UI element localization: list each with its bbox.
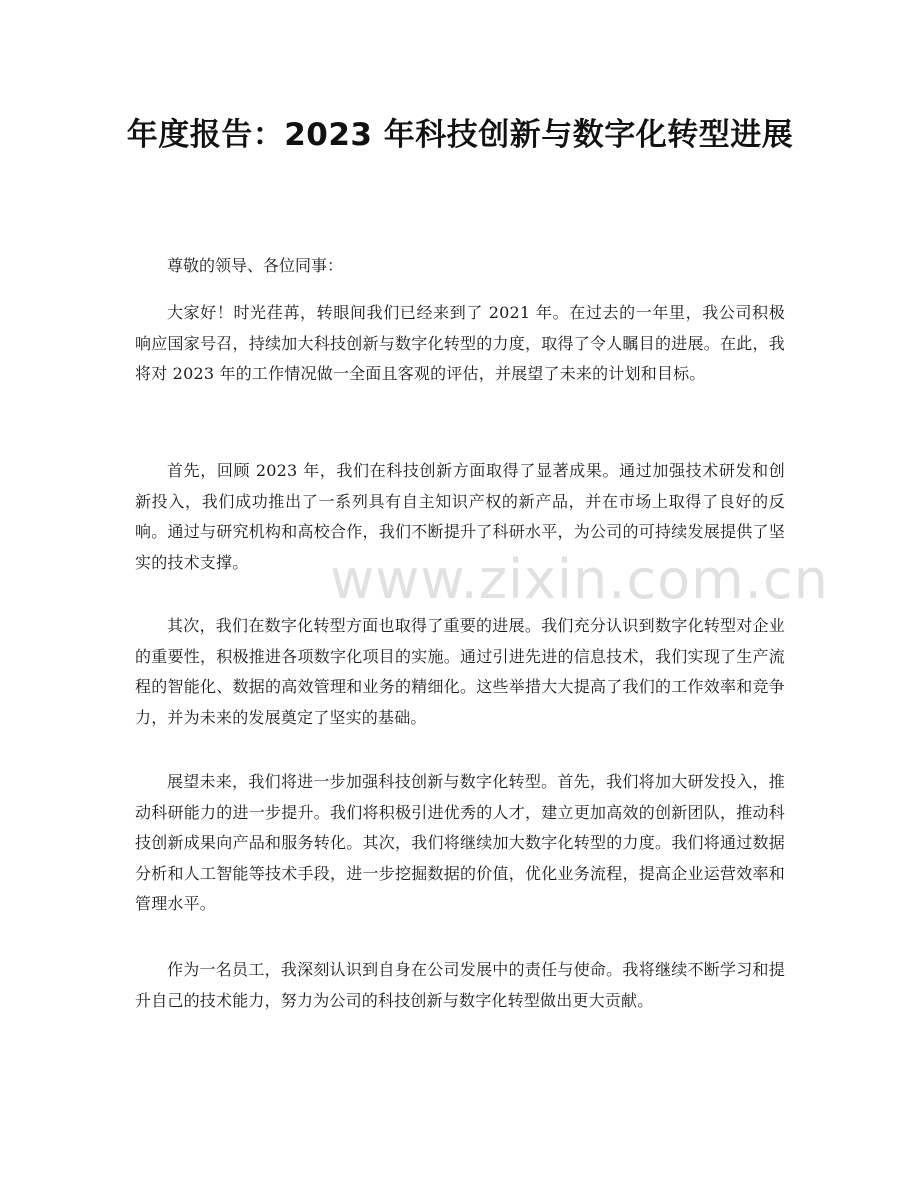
paragraph-1: 大家好！时光荏苒，转眼间我们已经来到了 2021 年。在过去的一年里，我公司积极响应国家号召，持续加大科技创新与数字化转型的力度，取得了令人瞩目的进展。在此，我将对 2023 年的工作情况做一全面且客观的评估，并展望了未来的计划和目标。 (135, 303, 785, 383)
document-title: 年度报告：2023 年科技创新与数字化转型进展 (126, 117, 794, 153)
paragraph-4: 展望未来，我们将进一步加强科技创新与数字化转型。首先，我们将加大研发投入，推动科研能力的进一步提升。我们将积极引进优秀的人才，建立更加高效的创新团队，推动科技创新成果向产品和服务转化。其次，我们将继续加大数字化转型的力度。我们将通过数据分析和人工智能等技术手段，进一步挖掘数据的价值，优化业务流程，提高企业运营效率和管理水平。 (135, 772, 785, 913)
watermark: www.zixin.com.cn (330, 548, 829, 611)
paragraph-3: 其次，我们在数字化转型方面也取得了重要的进展。我们充分认识到数字化转型对企业的重要性，积极推进各项数字化项目的实施。通过引进先进的信息技术，我们实现了生产流程的智能化、数据的高效管理和业务的精细化。这些举措大大提高了我们的工作效率和竞争力，并为未来的发展奠定了坚实的基础。 (135, 616, 785, 727)
paragraph-2: 首先，回顾 2023 年，我们在科技创新方面取得了显著成果。通过加强技术研发和创新投入，我们成功推出了一系列具有自主知识产权的新产品，并在市场上取得了良好的反响。通过与研究机构和高校合作，我们不断提升了科研水平，为公司的可持续发展提供了坚实的技术支撑。 (135, 461, 785, 572)
salutation: 尊敬的领导、各位同事： (167, 256, 344, 275)
paragraph-5: 作为一名员工，我深刻认识到自身在公司发展中的责任与使命。我将继续不断学习和提升自己的技术能力，努力为公司的科技创新与数字化转型做出更大贡献。 (135, 960, 785, 1010)
